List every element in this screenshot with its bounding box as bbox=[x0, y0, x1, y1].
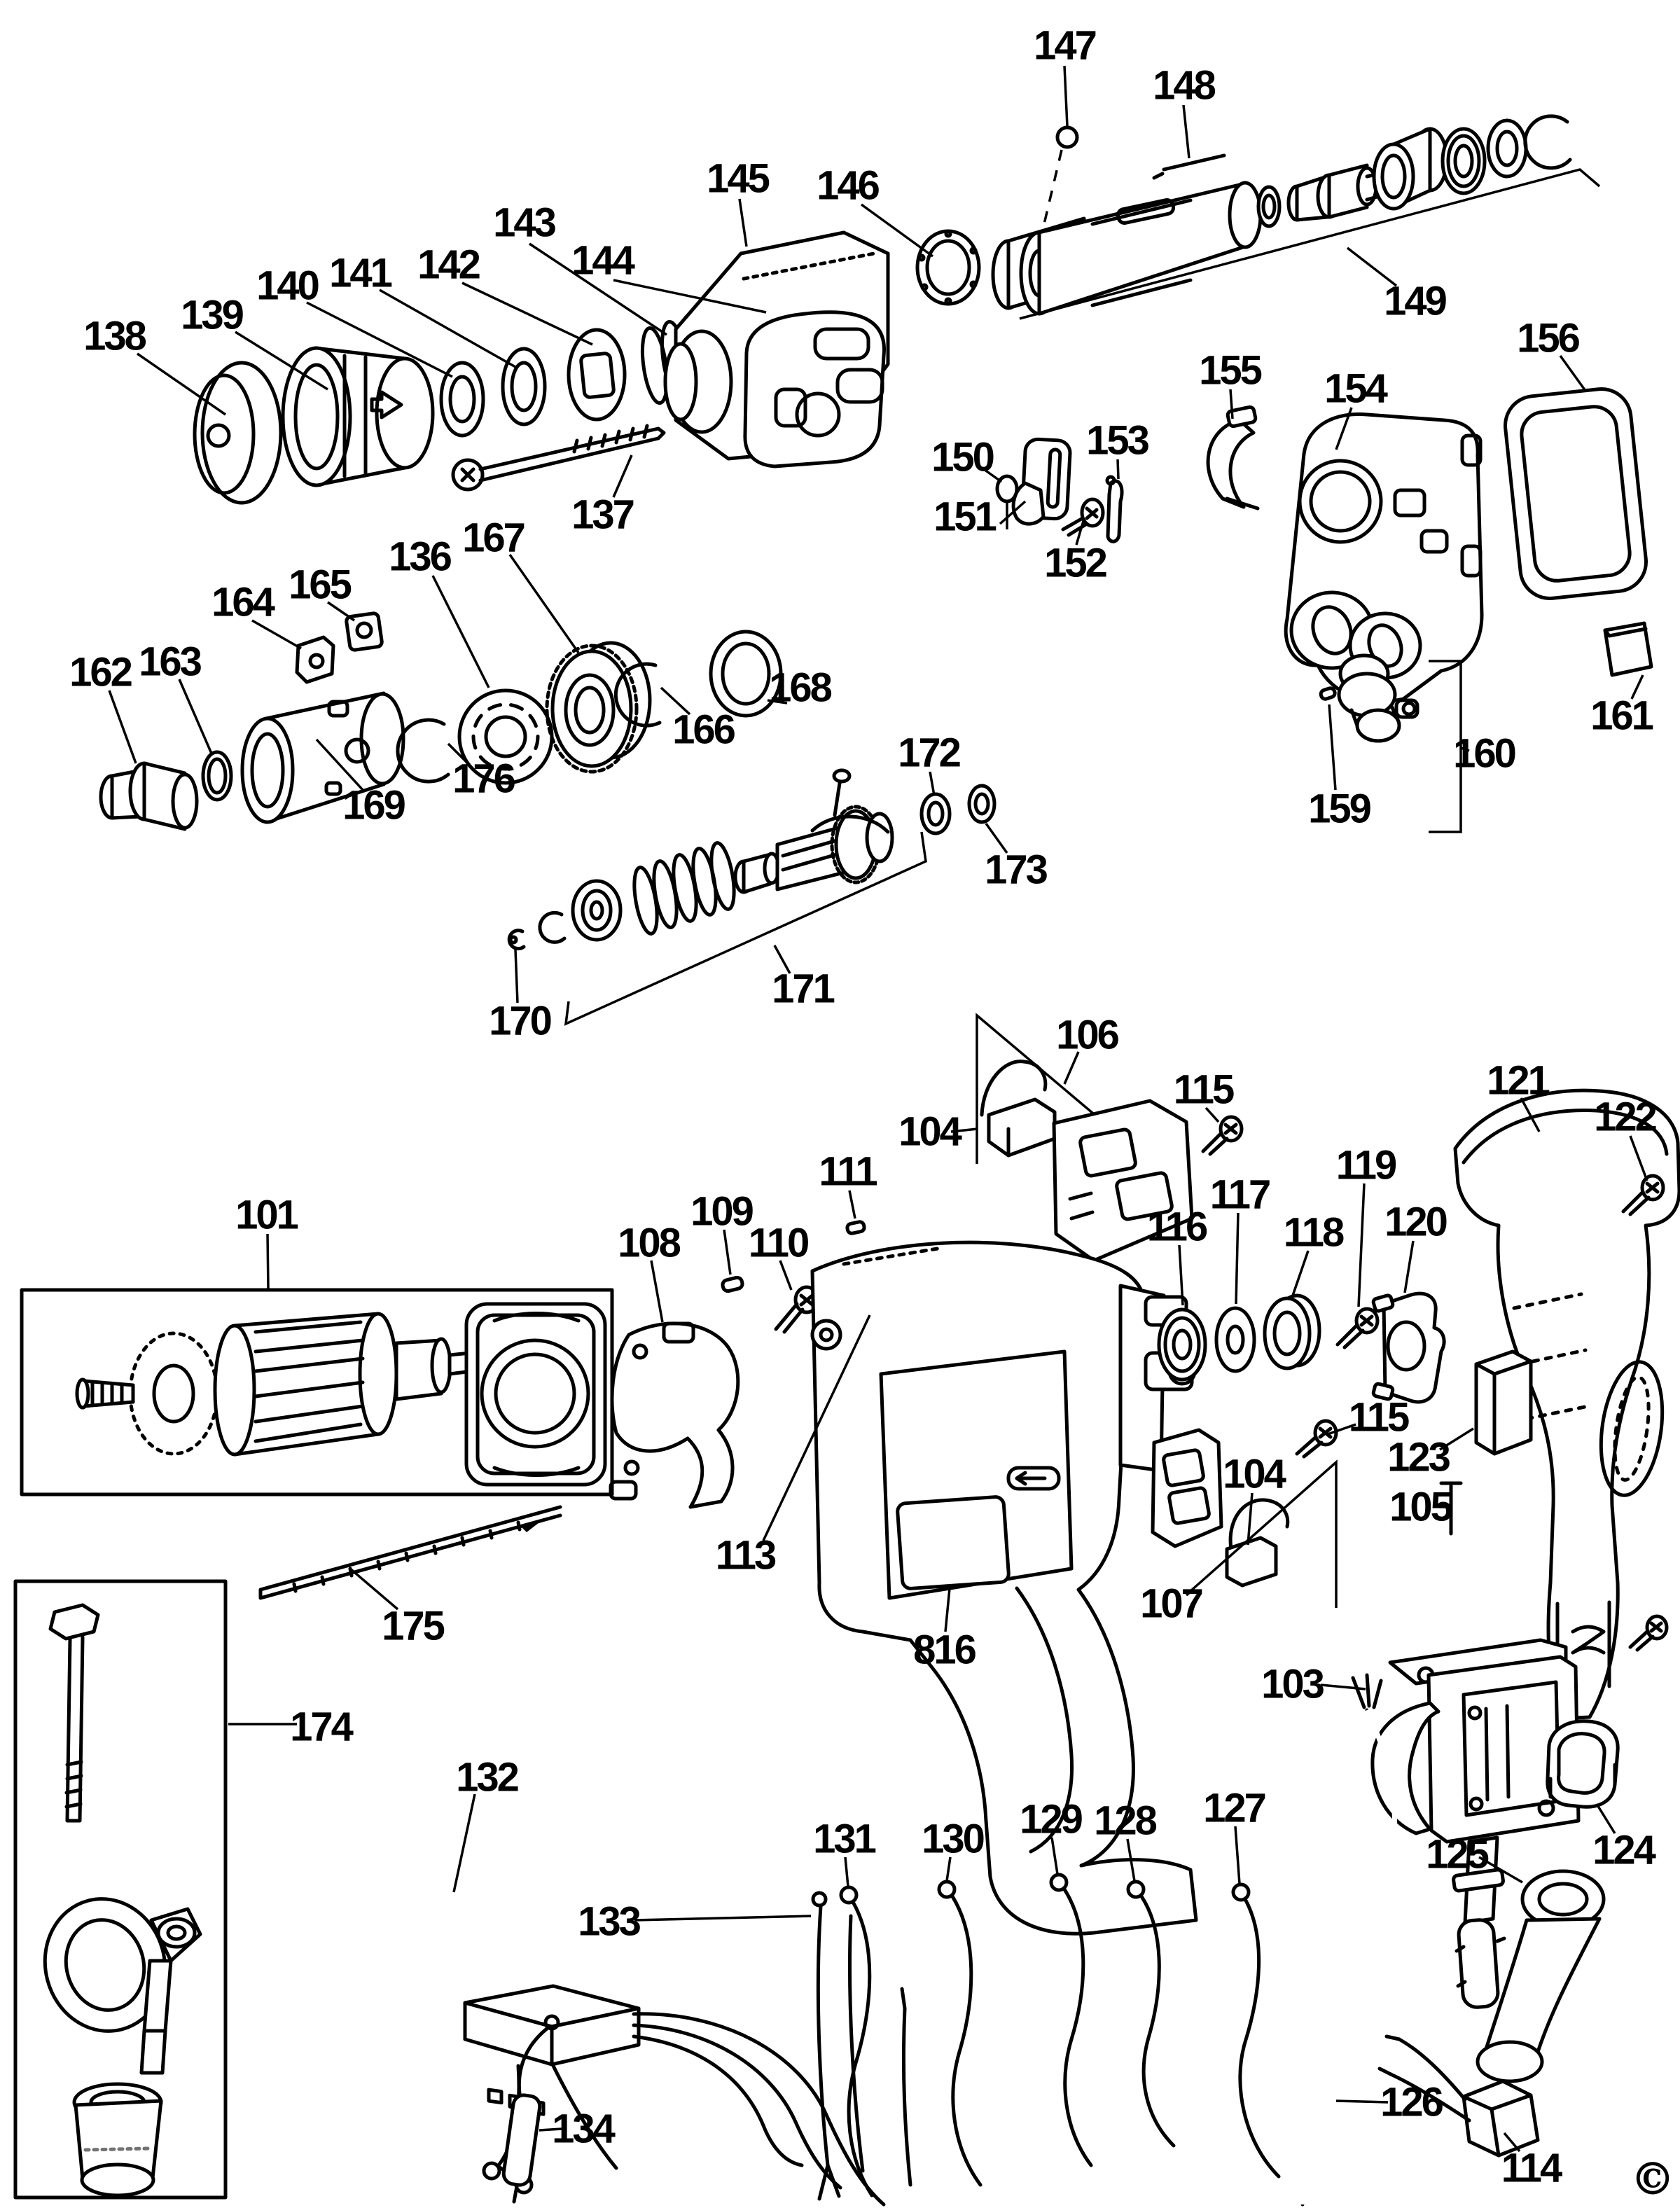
leader-line-136 bbox=[433, 576, 489, 688]
part-155-clamp bbox=[1208, 406, 1258, 508]
part-120-bearing-retainer bbox=[1373, 1293, 1444, 1402]
leader-line-173 bbox=[986, 824, 1007, 853]
part-label-816: 816 bbox=[913, 1627, 975, 1673]
part-105-pin bbox=[1441, 1483, 1461, 1534]
leader-line-120 bbox=[1405, 1241, 1413, 1293]
part-label-110: 110 bbox=[748, 1220, 808, 1266]
leader-line-117 bbox=[1236, 1213, 1238, 1304]
part-139-chuck-sleeve bbox=[283, 348, 433, 485]
part-136-cam-washer bbox=[459, 690, 552, 783]
leader-line-133 bbox=[634, 1916, 811, 1920]
part-label-172: 172 bbox=[898, 730, 959, 776]
leader-line-126 bbox=[1336, 2101, 1388, 2102]
leader-line-137 bbox=[613, 455, 632, 497]
part-124-cord-clamp bbox=[1548, 1721, 1618, 1807]
part-label-150: 150 bbox=[931, 434, 993, 480]
leader-line-164 bbox=[252, 620, 301, 648]
leader-line-106 bbox=[1064, 1052, 1078, 1084]
leader-line-130 bbox=[947, 1857, 950, 1881]
part-label-122: 122 bbox=[1594, 1094, 1655, 1140]
part-label-142: 142 bbox=[417, 242, 479, 288]
part-161-pad bbox=[1605, 623, 1651, 675]
part-label-175: 175 bbox=[382, 1603, 443, 1649]
part-170-clip bbox=[509, 931, 524, 949]
part-label-101: 101 bbox=[235, 1192, 297, 1238]
leader-line-162 bbox=[109, 690, 136, 763]
part-label-161: 161 bbox=[1590, 693, 1652, 739]
part-175-depth-rod bbox=[261, 1507, 560, 1598]
part-118-rubber-ring bbox=[1265, 1296, 1319, 1368]
leader-line-163 bbox=[179, 679, 211, 754]
leader-line-166 bbox=[661, 688, 690, 714]
part-label-167: 167 bbox=[462, 515, 524, 561]
part-115-screw-upper bbox=[1203, 1117, 1242, 1154]
part-label-137: 137 bbox=[571, 492, 633, 538]
leader-line-145 bbox=[740, 199, 747, 247]
part-label-129: 129 bbox=[1020, 1796, 1081, 1842]
part-label-146: 146 bbox=[817, 162, 878, 209]
part-label-174: 174 bbox=[290, 1704, 352, 1750]
leader-line-143 bbox=[529, 244, 667, 335]
part-130-lead-wire bbox=[939, 1882, 980, 2185]
leader-line-131 bbox=[845, 1857, 848, 1887]
leader-line-156 bbox=[1560, 356, 1585, 391]
part-label-143: 143 bbox=[493, 200, 555, 246]
part-174-clamp-ring bbox=[30, 1885, 200, 2073]
leader-line-175 bbox=[350, 1569, 398, 1609]
leader-line-109 bbox=[724, 1230, 730, 1275]
part-label-169: 169 bbox=[342, 782, 404, 828]
part-173-washer bbox=[969, 786, 994, 822]
part-176-retaining-ring bbox=[398, 720, 448, 782]
part-label-166: 166 bbox=[672, 707, 734, 753]
part-137-screw bbox=[453, 426, 664, 489]
leader-line-170 bbox=[515, 950, 518, 1003]
leader-line-104 bbox=[951, 1129, 978, 1132]
leader-line-148 bbox=[1183, 105, 1189, 158]
part-115-screw-lower bbox=[1297, 1421, 1336, 1457]
leader-line-119 bbox=[1359, 1183, 1364, 1307]
part-label-159: 159 bbox=[1308, 786, 1370, 832]
part-label-176: 176 bbox=[452, 756, 514, 802]
part-label-117: 117 bbox=[1209, 1172, 1270, 1218]
part-104-brush-upper bbox=[982, 1062, 1055, 1155]
part-label-165: 165 bbox=[289, 562, 350, 608]
leader-line-150 bbox=[982, 468, 1001, 482]
part-label-170: 170 bbox=[489, 998, 550, 1044]
part-label-155: 155 bbox=[1199, 347, 1261, 394]
part-148-pin bbox=[1154, 155, 1224, 178]
part-label-124: 124 bbox=[1592, 1827, 1654, 1873]
part-156-gasket bbox=[1502, 386, 1648, 601]
part-label-162: 162 bbox=[69, 649, 131, 695]
part-label-125: 125 bbox=[1426, 1831, 1487, 1877]
part-label-168: 168 bbox=[769, 665, 831, 711]
part-162-coupling bbox=[101, 763, 197, 829]
leader-line-159 bbox=[1329, 704, 1335, 790]
leader-line-147 bbox=[1064, 66, 1067, 126]
leader-line-160 bbox=[1461, 748, 1469, 751]
leader-line-149 bbox=[1347, 248, 1396, 286]
leader-line-124 bbox=[1597, 1804, 1615, 1833]
part-153-lever bbox=[1107, 477, 1122, 541]
part-label-164: 164 bbox=[211, 579, 273, 625]
part-149-spindle-barrel bbox=[993, 116, 1570, 314]
leader-line-152 bbox=[1076, 521, 1083, 545]
part-label-106: 106 bbox=[1056, 1012, 1118, 1058]
part-141-washer bbox=[503, 349, 545, 424]
leader-line-142 bbox=[462, 283, 592, 345]
part-label-104: 104 bbox=[1223, 1451, 1284, 1497]
part-171-shaft-assembly bbox=[540, 770, 892, 942]
part-151-selector-knob bbox=[1013, 438, 1071, 524]
part-159-pin bbox=[1320, 687, 1336, 700]
leader-line-141 bbox=[380, 290, 515, 367]
part-163-o-ring bbox=[203, 752, 231, 800]
part-113-motor-housing bbox=[812, 1242, 1196, 1933]
part-label-147: 147 bbox=[1034, 22, 1095, 69]
part-127-lead-wire bbox=[1233, 1884, 1279, 2176]
leader-line-172 bbox=[930, 772, 934, 796]
part-label-141: 141 bbox=[329, 250, 391, 296]
part-119-screw bbox=[1338, 1309, 1377, 1347]
leader-line-132 bbox=[454, 1794, 475, 1892]
part-label-130: 130 bbox=[922, 1816, 983, 1862]
part-label-151: 151 bbox=[933, 494, 995, 540]
part-label-115: 115 bbox=[1173, 1067, 1233, 1113]
part-111-pin bbox=[847, 1221, 865, 1235]
part-label-104: 104 bbox=[898, 1109, 960, 1155]
part-101-field bbox=[466, 1304, 605, 1485]
part-label-145: 145 bbox=[707, 155, 768, 202]
leader-line-118 bbox=[1293, 1251, 1308, 1296]
part-label-114: 114 bbox=[1501, 2145, 1561, 2191]
part-154-clutch-housing bbox=[1286, 414, 1482, 701]
part-label-108: 108 bbox=[618, 1220, 679, 1266]
leader-line-111 bbox=[849, 1190, 855, 1218]
part-label-116: 116 bbox=[1146, 1204, 1207, 1250]
part-label-144: 144 bbox=[571, 237, 633, 284]
leader-line-115 bbox=[1206, 1108, 1219, 1122]
part-164-detent-block bbox=[297, 637, 333, 682]
part-146-gasket-ring bbox=[917, 231, 979, 304]
part-131-lead-wire bbox=[841, 1887, 872, 2195]
part-816-nameplate bbox=[897, 1497, 1009, 1589]
part-label-118: 118 bbox=[1283, 1209, 1343, 1256]
part-label-133: 133 bbox=[578, 1898, 639, 1945]
leader-line-127 bbox=[1235, 1826, 1240, 1884]
part-label-126: 126 bbox=[1380, 2079, 1442, 2125]
handle-bottom-screw bbox=[1630, 1616, 1667, 1650]
part-label-132: 132 bbox=[456, 1754, 518, 1800]
part-147-o-ring bbox=[1043, 127, 1077, 227]
leader-line-165 bbox=[328, 602, 354, 620]
part-label-128: 128 bbox=[1094, 1798, 1155, 1844]
part-117-washer bbox=[1216, 1308, 1254, 1371]
part-label-121: 121 bbox=[1487, 1057, 1548, 1104]
part-116-bearing bbox=[1159, 1310, 1205, 1380]
part-label-120: 120 bbox=[1384, 1199, 1446, 1245]
part-label-123: 123 bbox=[1387, 1434, 1449, 1480]
part-label-111: 111 bbox=[819, 1148, 876, 1195]
part-138-chuck-cap bbox=[195, 363, 281, 503]
part-101-armature bbox=[77, 1314, 488, 1454]
part-label-139: 139 bbox=[181, 292, 242, 338]
part-label-171: 171 bbox=[772, 966, 833, 1012]
part-label-103: 103 bbox=[1261, 1661, 1323, 1707]
part-label-127: 127 bbox=[1203, 1785, 1265, 1831]
part-label-154: 154 bbox=[1324, 366, 1386, 412]
part-label-140: 140 bbox=[256, 263, 318, 309]
leader-line-167 bbox=[510, 555, 578, 653]
part-174-grip bbox=[74, 2084, 161, 2195]
leader-line-107 bbox=[1186, 1590, 1193, 1595]
part-label-105: 105 bbox=[1389, 1484, 1451, 1530]
part-label-138: 138 bbox=[83, 313, 145, 359]
part-label-156: 156 bbox=[1517, 315, 1578, 361]
part-label-163: 163 bbox=[139, 639, 200, 685]
part-109-pin bbox=[721, 1277, 743, 1292]
leader-line-110 bbox=[780, 1261, 791, 1290]
part-label-152: 152 bbox=[1044, 540, 1106, 586]
part-167-ring-gear bbox=[547, 643, 650, 772]
leader-line-171 bbox=[775, 945, 790, 973]
part-label-149: 149 bbox=[1384, 278, 1445, 324]
part-label-113: 113 bbox=[715, 1532, 775, 1578]
part-label-134: 134 bbox=[552, 2106, 613, 2152]
part-label-115: 115 bbox=[1348, 1394, 1408, 1440]
part-label-173: 173 bbox=[985, 847, 1046, 893]
part-label-131: 131 bbox=[813, 1816, 875, 1862]
part-108-baffle bbox=[611, 1324, 738, 1507]
part-174-bolt bbox=[50, 1605, 98, 1821]
part-label-160: 160 bbox=[1453, 730, 1515, 777]
part-169-cylinder bbox=[242, 693, 403, 822]
part-145-gear-housing bbox=[665, 232, 888, 466]
leader-line-103 bbox=[1321, 1685, 1366, 1689]
part-label-107: 107 bbox=[1140, 1581, 1202, 1627]
part-label-153: 153 bbox=[1086, 417, 1148, 464]
leader-line-161 bbox=[1632, 675, 1643, 699]
leader-line-108 bbox=[651, 1261, 662, 1322]
part-172-washer bbox=[922, 794, 950, 833]
part-label-148: 148 bbox=[1153, 62, 1214, 109]
part-label-136: 136 bbox=[389, 534, 450, 580]
leader-line-123 bbox=[1440, 1429, 1473, 1450]
part-168-ring bbox=[711, 632, 781, 716]
leader-line-134 bbox=[539, 2129, 562, 2130]
part-142-thrust-washer bbox=[569, 330, 625, 419]
part-label-119: 119 bbox=[1335, 1142, 1396, 1188]
part-label-109: 109 bbox=[690, 1188, 752, 1235]
part-123-capacitor bbox=[1476, 1352, 1531, 1454]
copyright-symbol: © bbox=[1630, 2153, 1675, 2206]
part-106-brush-holder-upper bbox=[1054, 1101, 1192, 1261]
